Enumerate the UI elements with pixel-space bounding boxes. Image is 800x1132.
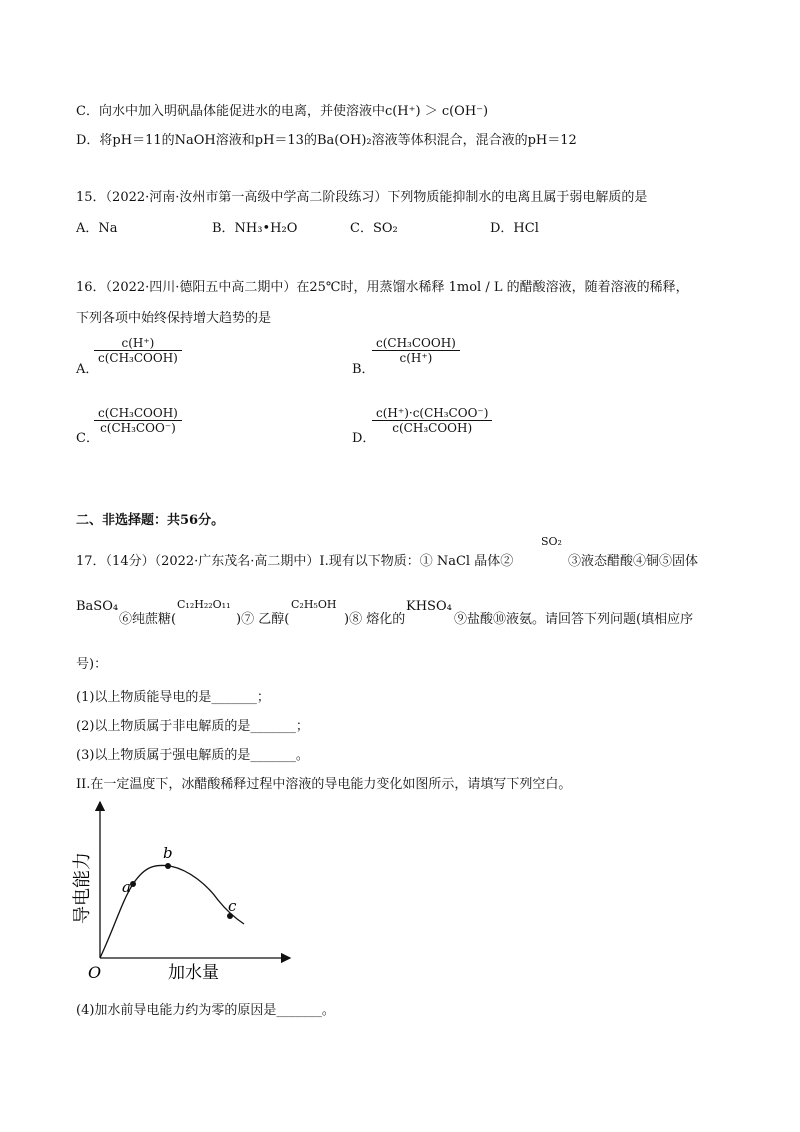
q16-option-d-label: D． bbox=[352, 431, 376, 446]
conductivity-figure bbox=[60, 796, 300, 986]
fraction-denominator: c(CH₃COO⁻) bbox=[94, 420, 182, 435]
fraction-denominator: c(H⁺) bbox=[372, 350, 460, 365]
q17-ethanol-formula: C₂H₅OH bbox=[291, 598, 337, 611]
q15-option-d: D．HCl bbox=[490, 221, 539, 236]
q17-so2-formula: SO₂ bbox=[541, 535, 562, 548]
origin-label: O bbox=[88, 963, 102, 982]
q15-option-c: C．SO₂ bbox=[350, 221, 398, 236]
fraction-numerator: c(H⁺) bbox=[121, 336, 155, 350]
fraction-numerator: c(CH₃COOH) bbox=[376, 336, 456, 350]
q15-option-b: B．NH₃•H₂O bbox=[212, 221, 298, 236]
q15-stem: 15．（2022·河南·汝州市第一高级中学高二阶段练习）下列物质能抑制水的电离且属于弱电解质的是 bbox=[76, 190, 648, 205]
q17-baso4-formula: BaSO₄ bbox=[76, 599, 119, 614]
x-axis-label: 加水量 bbox=[168, 963, 219, 983]
point-b-label: b bbox=[163, 844, 173, 862]
q17-sucrose-formula: C₁₂H₂₂O₁₁ bbox=[177, 598, 231, 611]
q17-text-ethanol: )⑦ 乙醇( bbox=[236, 612, 290, 627]
q17-sub2: (2)以上物质属于非电解质的是_______； bbox=[76, 719, 309, 734]
fraction-denominator: c(CH₃COOH) bbox=[94, 350, 182, 365]
q16-option-b-label: B． bbox=[352, 362, 375, 377]
section-heading: 二、非选择题：共56分。 bbox=[76, 513, 225, 528]
q16-option-c-fraction bbox=[94, 406, 182, 435]
q16-stem-line1: 16．（2022·四川·德阳五中高二期中）在25℃时，用蒸馏水稀释 1mol / L 的醋酸溶液，随着溶液的稀释， bbox=[76, 280, 689, 295]
q17-text-molten: )⑧ 熔化的 bbox=[344, 612, 406, 627]
q17-text-sucrose: ⑥纯蔗糖( bbox=[119, 612, 177, 627]
q16-option-a-fraction bbox=[94, 336, 182, 365]
fraction-numerator: c(H⁺)·c(CH₃COO⁻) bbox=[376, 406, 489, 420]
y-axis-label: 导电能力 bbox=[72, 852, 93, 924]
point-c-label: c bbox=[228, 897, 237, 915]
q17-sub1: (1)以上物质能导电的是_______； bbox=[76, 690, 270, 705]
fraction-numerator: c(CH₃COOH) bbox=[98, 406, 178, 420]
q17-text-rest: ⑨盐酸⑩液氨。请回答下列问题(填相应序 bbox=[454, 612, 694, 627]
q16-option-d-fraction bbox=[372, 406, 492, 435]
q17-line3: 号)： bbox=[76, 657, 108, 672]
q17-line1-b: ③液态醋酸④铜⑤固体 bbox=[568, 554, 699, 569]
q17-line1-a: 17．（14分）（2022·广东茂名·高二期中）I.现有以下物质：① NaCl 晶体② bbox=[76, 554, 514, 569]
q16-stem-line2: 下列各项中始终保持增大趋势的是 bbox=[76, 311, 272, 326]
q16-option-b-fraction bbox=[372, 336, 460, 365]
q17-khso4-formula: KHSO₄ bbox=[406, 599, 452, 614]
point-a-label: a bbox=[122, 878, 131, 896]
fraction-denominator: c(CH₃COOH) bbox=[372, 420, 492, 435]
q16-option-a-label: A． bbox=[76, 362, 99, 377]
q16-option-c-label: C． bbox=[76, 431, 99, 446]
point-b-dot bbox=[165, 863, 171, 869]
q17-sub4: (4)加水前导电能力约为零的原因是_______。 bbox=[76, 1003, 335, 1018]
q14-option-c: C．向水中加入明矾晶体能促进水的电离，并使溶液中c(H⁺) ＞ c(OH⁻) bbox=[76, 104, 489, 119]
q14-option-d: D．将pH＝11的NaOH溶液和pH＝13的Ba(OH)₂溶液等体积混合，混合液的pH＝12 bbox=[76, 133, 577, 148]
q15-option-a: A．Na bbox=[76, 221, 118, 236]
q17-sub3: (3)以上物质属于强电解质的是_______。 bbox=[76, 748, 309, 763]
q17-part2: II.在一定温度下，冰醋酸稀释过程中溶液的导电能力变化如图所示，请填写下列空白。 bbox=[76, 777, 572, 792]
